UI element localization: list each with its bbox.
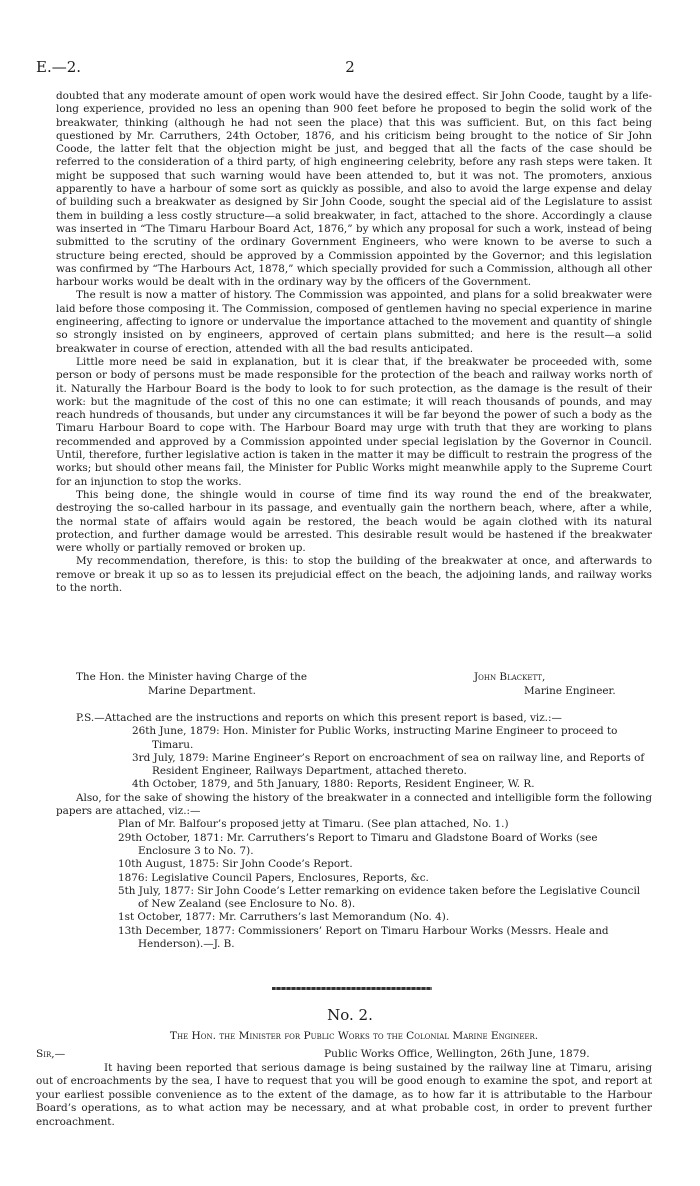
paragraph-2: The result is now a matter of history. The Commission was appointed, and plans for a solid breakwater were laid before those composing it. The Commission, composed of gentlemen having no special experience in marine engineering, affecting to ignore or undervalue the importance attached to the movement and quantity of shingle so strongly insisted on by engineers, approved of certain plans submitted; and here is the result—a solid breakwater in course of erection, attended with all the bad results anticipated. <box>56 289 652 355</box>
postscript <box>56 712 652 951</box>
page-number: 2 <box>345 58 355 76</box>
letter-body: It having been reported that serious damage is being sustained by the railway line at Timaru, arising out of encroachments by the sea, I have to request that you will be good enough to examine the spot, and report at your earliest possible convenience as to the extent of the damage, as to how far it is attributable to the Harbour Board’s operations, as to what action may be necessary, and at what probable cost, in order to prevent further encroachment. <box>36 1062 652 1128</box>
history-item: 29th October, 1871: Mr. Carruthers’s Report to Timaru and Gladstone Board of Works (see Enclosure 3 to No. 7). <box>118 831 598 857</box>
history-item: 13th December, 1877: Commissioners’ Report on Timaru Harbour Works (Messrs. Heale and Henderson).—J. B. <box>118 924 609 951</box>
document-reference: E.—2. <box>36 58 82 76</box>
paragraph-5: My recommendation, therefore, is this: to stop the building of the breakwater at once, and afterwards to remove or break it up so as to lessen its prejudicial effect on the beach, the adjoining lands, and railway works to the north. <box>56 555 652 594</box>
paragraph-1: doubted that any moderate amount of open work would have the desired effect. Sir John Coode, taught by a life-long experience, provided no less an opening than 900 feet before he proposed to begin the solid work of the breakwater, thinking (although he had not seen the place) that this was sufficient. But, on this fact being questioned by Mr. Carruthers, 24th October, 1876, and his criticism being brought to the notice of Sir John Coode, the latter felt that the objection might be just, and begged that all the facts of the case should be referred to the consideration of a third party, of high engineering celebrity, before any rash steps were taken. It might be supposed that such warning would have been attended to, but it was not. The promoters, anxious apparently to have a harbour of some sort as quickly as possible, and also to avoid the large expense and delay of building such a breakwater as designed by Sir John Coode, sought the special aid of the Legislature to assist them in building a less costly structure—a solid breakwater, in fact, attached to the shore. Accordingly a clause was inserted in “The Timaru Harbour Board Act, 1876,” by which any proposal for such a work, instead of being submitted to the scrutiny of the ordinary Government Engineers, who were known to be averse to such a structure being erected, should be approved by a Commission appointed by the Governor; and this legislation was confirmed by “The Harbours Act, 1878,” which specially provided for such a Commission, although all other harbour works would be dealt with in the ordinary way by the officers of the Government. <box>56 90 652 289</box>
letter-address: The Hon. the Minister for Public Works to the Colonial Marine Engineer. <box>169 1030 539 1042</box>
postscript-item: 4th October, 1879, and 5th January, 1880: Reports, Resident Engineer, W. R. <box>132 778 535 791</box>
page-header <box>36 58 664 80</box>
history-item: 1876: Legislative Council Papers, Enclosures, Reports, &c. <box>118 871 429 884</box>
history-item: 5th July, 1877: Sir John Coode’s Letter remarking on evidence taken before the Legislative Council of New Zealand (see Enclosure to No. 8). <box>118 884 641 911</box>
paragraph-4: This being done, the shingle would in course of time find its way round the end of the breakwater, destroying the so-called harbour in its passage, and eventually gain the northern beach, where, after a while, the normal state of affairs would again be restored, the beach would be again clothed with its natural protection, and further damage would be arrested. This desirable result would be hastened if the breakwater were wholly or partially removed or broken up. <box>56 488 652 555</box>
section-divider <box>272 987 432 990</box>
signatory-title: Marine Engineer. <box>524 685 616 697</box>
history-item: Plan of Mr. Balfour’s proposed jetty at Timaru. (See plan attached, No. 1.) <box>118 818 509 831</box>
postscript-intro: P.S.—Attached are the instructions and reports on which this present report is based, viz.:— <box>76 712 562 724</box>
report-body <box>56 90 652 595</box>
section-heading: No. 2. <box>327 1006 373 1024</box>
addressee-line-1: The Hon. the Minister having Charge of the <box>76 671 307 683</box>
paragraph-3: Little more need be said in explanation, but it is clear that, if the breakwater be proceeded with, some person or body of persons must be made responsible for the protection of the beach and railway works north of it. Naturally the Harbour Board is the body to look to for such protection, as the damage is the result of their work: but the magnitude of the cost of this no one can estimate; it will reach thousands of pounds, and may reach hundreds of thousands, but under any circumstances it will be far beyond the power of such a body as the Timaru Harbour Board to cope with. The Harbour Board may urge with truth that they are working to plans recommended and approved by a Commission appointed under special legislation by the Governor in Council. Until, therefore, further legislative action is taken in the matter it may be difficult to restrain the progress of the works; but should other means fail, the Minister for Public Works might meanwhile apply to the Supreme Court for an injunction to stop the works. <box>56 355 652 488</box>
postscript-item: 26th June, 1879: Hon. Minister for Public Works, instructing Marine Engineer to proceed to Timaru. <box>132 725 618 751</box>
letter-office-date: Public Works Office, Wellington, 26th June, 1879. <box>324 1048 590 1060</box>
postscript-also: Also, for the sake of showing the history of the breakwater in a connected and intelligible form the following papers are attached, viz.:— <box>56 791 652 818</box>
salutation: Sir,— <box>36 1048 66 1060</box>
signatory-name: John Blackett, <box>474 671 546 683</box>
history-item: 10th August, 1875: Sir John Coode’s Report. <box>118 858 353 871</box>
addressee-line-2: Marine Department. <box>148 685 256 697</box>
postscript-item: 3rd July, 1879: Marine Engineer’s Report on encroachment of sea on railway line, and Reports of Resident Engineer, Railways Department, attached thereto. <box>132 751 645 778</box>
history-item: 1st October, 1877: Mr. Carruthers’s last Memorandum (No. 4). <box>118 911 450 924</box>
